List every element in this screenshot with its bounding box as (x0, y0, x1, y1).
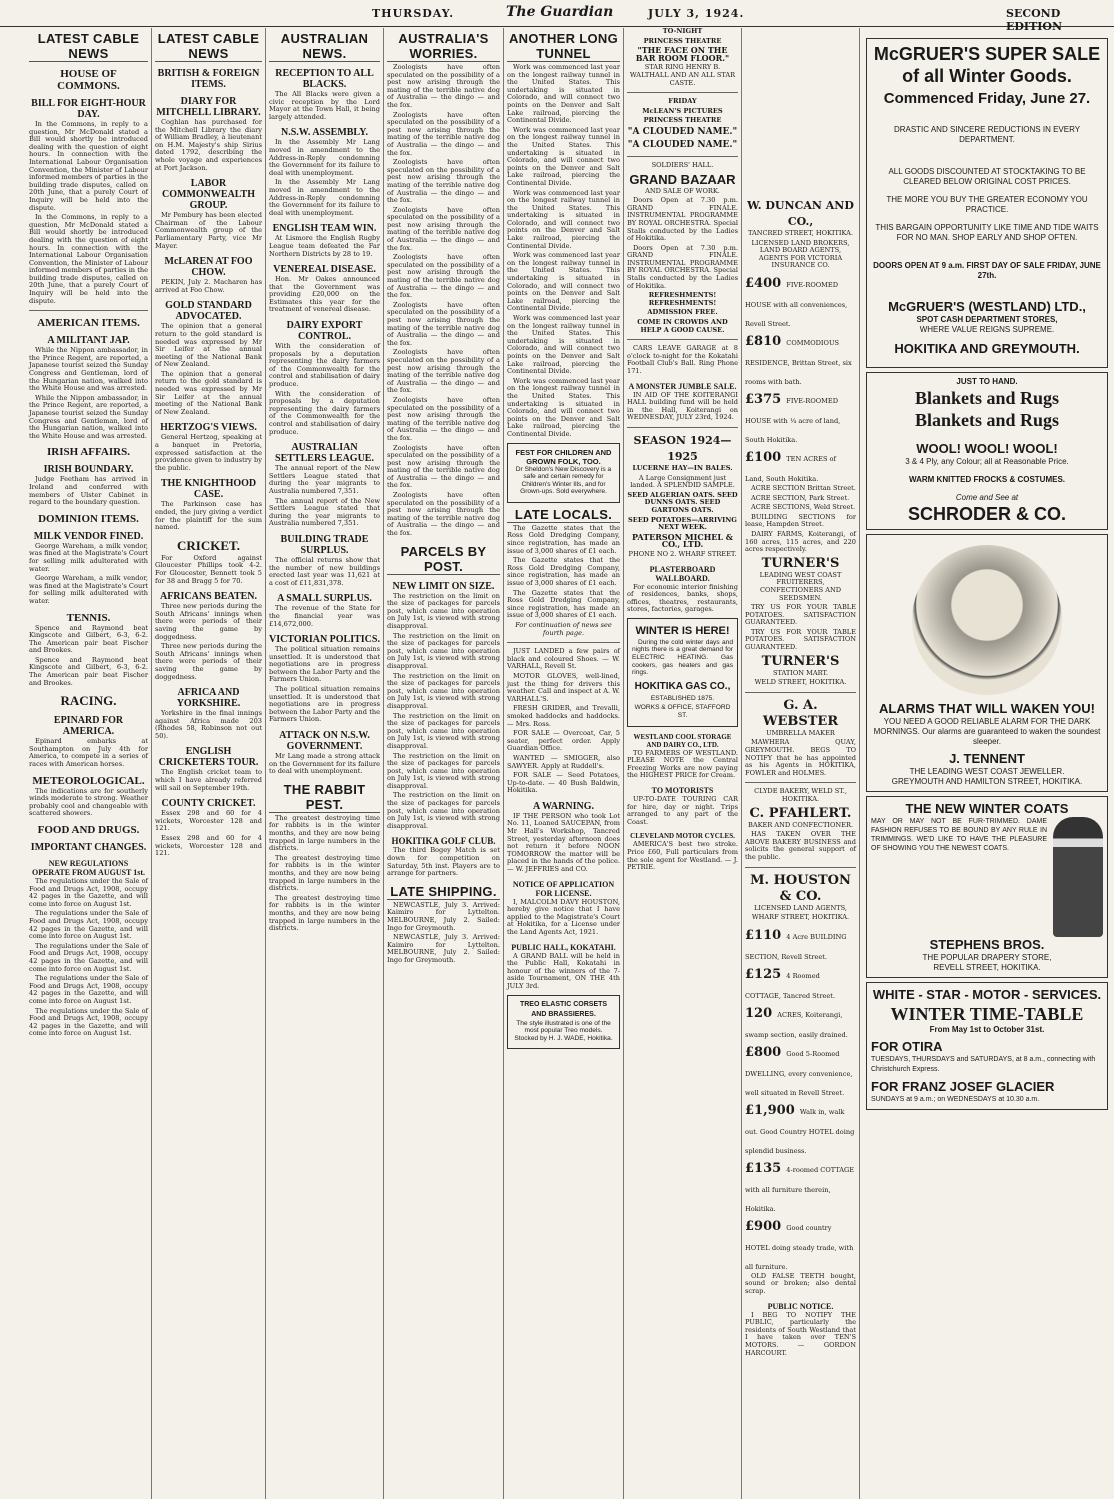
advert-sub: From May 1st to October 31st. (929, 1025, 1045, 1034)
friday: FRIDAY (668, 97, 697, 106)
article-text: HAS TAKEN OVER THE ABOVE BAKERY BUSINESS and solicits the general support of the public. (745, 830, 856, 861)
section-title: THE RABBIT PEST. (269, 782, 380, 813)
turner-sub: STATION MART. (772, 668, 829, 677)
section-title: LATE SHIPPING. (387, 884, 500, 900)
coat-figure-illustration (1053, 817, 1103, 937)
subhead: A WARNING. (533, 800, 594, 812)
column-7 (742, 28, 860, 1499)
article-text: IF THE PERSON who took Lot No. 11, Loaned SAUCEPAN, from Mr Hall's Workshop, Tancred Street, yesterday afternoon does not return it before NOON TOMORROW the matter will be placed in the hands of the police. — W. JEFFRIES and CO. (507, 811, 620, 874)
advert-timetable: WINTER TIME-TABLE (890, 1004, 1084, 1024)
column-5 (504, 28, 624, 1499)
listing: FIVE-ROOMED HOUSE with all conveniences, Revell Street. (745, 280, 848, 328)
price: £1,900 (745, 1102, 795, 1118)
column-2 (152, 28, 266, 1499)
article-text: Work was commenced last year on the longest railway tunnel in the United States. This undertaking is situated in Colorado, and will connect two points on the Denver and Salt Lake railroad, piercing the Continental Divide. (507, 63, 620, 125)
article-text: TRY US FOR YOUR TABLE POTATOES. SATISFACTION GUARANTEED. (745, 627, 856, 652)
listing: Good country HOTEL doing steady trade, with all furniture. (745, 1223, 854, 1271)
turner-addr: WELD STREET, HOKITIKA. (754, 678, 847, 687)
advert-sub: of all Winter Goods. (902, 66, 1072, 86)
article-text: TO FARMERS OF WESTLAND. PLEASE NOTE the Central Freezing Works are now paying the HIGHEST PRICE for Cream. (627, 748, 738, 780)
webster-sub: UMBRELLA MAKER (766, 728, 835, 737)
advert-sub: THE POPULAR DRAPERY STORE, (922, 953, 1052, 962)
article-text: Epinard embarks at Southampton on July 4th for America, to compete in a series of races with American horses. (29, 737, 148, 769)
subhead: BILL FOR EIGHT-HOUR DAY. (31, 98, 146, 120)
article-text: Zoologists have often speculated on the possibility of a pest now arising through the mating of the terrible native dog of Australia — the dingo — and the fox. (387, 63, 500, 109)
lucerne: LUCERNE HAY—IN BALES. (632, 463, 733, 472)
advert-towns: HOKITIKA AND GREYMOUTH. (894, 341, 1080, 356)
advert-blankets: Blankets and Rugs (914, 410, 1060, 430)
gas-established: ESTABLISHED 1875. (650, 694, 715, 702)
article-text: The restriction on the limit on the size of packages for parcels post, which came into operation on July 1st, is viewed with strong disapproval. (387, 671, 500, 710)
price: £375 (745, 391, 782, 407)
advert-schroder (866, 372, 1108, 530)
article-text: CARS LEAVE GARAGE at 8 o'clock to-night for the Kokatahi Football Club's Ball. Ring Phone 171. (627, 344, 738, 375)
continuation-note: For continuation of news see fourth page. (515, 621, 612, 637)
article-text: Zoologists have often speculated on the possibility of a pest now arising through the mating of the terrible native dog of Australia — the dingo — and the fox. (387, 300, 500, 347)
article-text: Mr Pembury has been elected Chairman of the Labour Commonwealth group of the Parliamentary Party, vice Mr Mayer. (155, 211, 262, 250)
section-title: METEOROLOGICAL. (32, 774, 145, 787)
listing: ACRE SECTIONS, Weld Street. (751, 503, 856, 512)
route-otira: FOR OTIRA (871, 1039, 943, 1054)
section-title: FOOD AND DRUGS. (37, 824, 140, 836)
advert-text: YOU NEED A GOOD RELIABLE ALARM FOR THE DARK MORNINGS. Our alarms are guaranteed to waken the soundest sleeper. (873, 717, 1101, 746)
subhead: A SMALL SURPLUS. (277, 593, 372, 605)
houston-addr: WHARF STREET, HOKITIKA. (751, 913, 850, 922)
refreshments: REFRESHMENTS! REFRESHMENTS! (648, 291, 717, 307)
subhead: PLASTERBOARD WALLBOARD. (649, 564, 716, 583)
listing: 4 Acre BUILDING SECTION, Revell Street. (745, 932, 847, 961)
subhead: AUSTRALIAN SETTLERS LEAGUE. (275, 442, 374, 465)
article-text: The greatest destroying time for rabbits is in the winter months, and they are now being trapped in large numbers in the districts. (269, 853, 380, 893)
article-text: Zoologists have often speculated on the possibility of a pest now arising through the mating of the terrible native dog of Australia — the dingo — and the fox. (387, 110, 500, 157)
advert-wool: WOOL! WOOL! WOOL! (916, 441, 1058, 456)
article-text: While the Nippon ambassador, in the Prince Regent, are reported, a Japanese tourist seized the Sunday Congress and Gentleman, lord of the Hungarian nation, walked into the White House and was arrested. (29, 393, 148, 440)
advert-sub: THE LEADING WEST COAST JEWELLER. (909, 767, 1065, 776)
subhead: GOLD STANDARD ADVOCATED. (165, 300, 252, 323)
masthead-date: JULY 3, 1924. (648, 7, 745, 20)
advert-addr: REVELL STREET, HOKITIKA. (933, 963, 1041, 972)
article-text: The greatest destroying time for rabbits is in the winter months, and they are now being trapped in large numbers in the districts. (269, 893, 380, 933)
article-text: The political situation remains unsettled. It is understood that negotiations are in progress between the Labor Party and the Farmers Union. (269, 645, 380, 684)
advert-text: During the cold winter days and nights there is a great demand for ELECTRIC HEATING. Gas cookers, gas heaters and gas rings. (632, 638, 733, 677)
article-text: While the Nippon ambassador, in the Prince Regent, are reported, a Japanese tourist seized the Sunday Congress and Gentleman, lord of the Hungarian nation, walked into the White House and was arrested. (29, 346, 148, 393)
article-text: Zoologists have often speculated on the possibility of a pest now arising through the mating of the terrible native dog of Australia — the dingo — and the fox. (387, 158, 500, 205)
section-title: CRICKET. (177, 537, 240, 553)
article-text: The restriction on the limit on the size of packages for parcels post, which came into operation on July 1st, is viewed with strong disapproval. (387, 591, 500, 630)
advert-alarms (866, 534, 1108, 792)
bakery: CLYDE BAKERY, WELD ST., HOKITIKA. (754, 787, 847, 803)
article-text: NEWCASTLE, July 3. Arrived: Kaimiro for Lyttelton. MELBOURNE, July 2. Sailed: Ingo for Greymouth. (387, 933, 500, 964)
section-title: DOMINION ITEMS. (38, 512, 139, 525)
article-text: The greatest destroying time for rabbits is in the winter months, and they are now being trapped in large numbers in the districts. (269, 813, 380, 853)
classified-ad: MOTOR GLOVES, well-lined, just the thing for drivers this weather. Call and inspect at A. W. VARHALL'S. (507, 671, 620, 703)
advert-title: TREO ELASTIC CORSETS AND BRASSIERES. (519, 1000, 608, 1018)
listing: BUILDING SECTIONS for lease, Hampden Street. (745, 512, 856, 529)
article-text: The restriction on the limit on the size of packages for parcels post, which came into operation on July 1st, is viewed with strong disapproval. (387, 711, 500, 750)
article-text: With the consideration of proposals by a deputation representing the dairy farmers of the Commonwealth for the control and stabilisation of dairy produce. (269, 342, 380, 389)
advert-blankets: Blankets and Rugs (914, 388, 1060, 408)
subhead: HOKITIKA GOLF CLUB. (391, 836, 496, 847)
article-text: Work was commenced last year on the longest railway tunnel in the United States. This undertaking is situated in Colorado, and will connect two points on the Denver and Salt Lake railroad, piercing the Continental Divide. (507, 125, 620, 187)
listing: TEN ACRES of Land, South Hokitika. (745, 454, 836, 483)
article-text: In the Assembly Mr Lang moved in amendment to the Address-in-Reply condemning the Government for its failure to deal with unemployment. (269, 178, 380, 217)
article-text: Judge Feetham has arrived in Ireland and conferred with members of Ulster Cabinet in regard to the boundary question. (29, 475, 148, 507)
subhead: RECEPTION TO ALL BLACKS. (275, 68, 374, 90)
article-text: The Gazette states that the Ross Gold Dredging Company, since registration, has made an issue of 3,000 shares of £1 each. (507, 588, 620, 620)
advert-name: STEPHENS BROS. (929, 937, 1045, 952)
advert-title: ALARMS THAT WILL WAKEN YOU! (879, 701, 1095, 716)
listing: OLD FALSE TEETH bought, sound or broken; also dental scrap. (745, 1271, 856, 1295)
article-text: LICENSED LAND BROKERS, LAND BOARD AGENTS, AGENTS FOR VICTORIA INSURANCE CO. (751, 238, 850, 270)
article-text: NEWCASTLE, July 3. Arrived: Kaimiro for Lyttelton. MELBOURNE, July 2. Sailed: Ingo for Greymouth. (387, 900, 500, 932)
article-text: The annual report of the New Settlers League stated that during the year migrants to Australia numbered 7,351. (269, 496, 380, 528)
article-text: Spence and Raymond beat Kingscote and Gilbert, 6-3, 6-2. The American pair beat Fischer and Brookes. (29, 623, 148, 655)
listing: DAIRY FARMS, Koiterangi, of 160 acres, 115 acres, and 220 acres respectively. (745, 529, 856, 554)
advert-title: WINTER IS HERE! (635, 624, 730, 637)
subhead: PUBLIC HALL, KOKATAHI. (511, 942, 616, 952)
advert-title: THE NEW WINTER COATS (905, 801, 1069, 816)
article-text: The restriction on the limit on the size of packages for parcels post, which came into operation on July 1st, is viewed with strong disapproval. (387, 791, 500, 830)
come-in-crowds: COME IN CROWDS AND HELP A GOOD CAUSE. (637, 318, 728, 334)
article-text: The regulations under the Sale of Food and Drugs Act, 1908, occupy 42 pages in the Gazette, and will come into force on August 1st. (29, 909, 148, 941)
headline: LATEST CABLE NEWS (155, 31, 262, 62)
section-title: BRITISH & FOREIGN ITEMS. (157, 68, 260, 90)
article-text: Doors Open at 7.30 p.m. GRAND FINALE. INSTRUMENTAL PROGRAMME BY ROYAL ORCHESTRA. Special Stalls conducted by the Ladies of Hokitika. (627, 196, 738, 243)
advert-winter (627, 618, 738, 727)
article-text: The Parkinson case has ended, the jury giving a verdict for the plaintiff for the sum named. (155, 500, 262, 532)
article-text: The All Blacks were given a civic reception by the Lord Mayor at the Town Hall, it being largely attended. (269, 90, 380, 121)
article-text: The regulations under the Sale of Food and Drugs Act, 1908, occupy 42 pages in the Gazette, and will come into force on August 1st. (29, 974, 148, 1005)
advert-sub: SPOT CASH DEPARTMENT STORES, (916, 315, 1058, 324)
route-text: TUESDAYS, THURSDAYS and SATURDAYS, at 8 a.m., connecting with Christchurch Express. (871, 1056, 1096, 1073)
classified-ad: FRESH GRIDER, and Trevalli, smoked haddocks and haddocks. — Mrs. Ross. (507, 704, 620, 728)
article-text: Work was commenced last year on the longest railway tunnel in the United States. This undertaking is situated in Colorado, and will connect two points on the Denver and Salt Lake railroad, piercing the Continental Divide. (507, 251, 620, 313)
article-text: The restriction on the limit on the size of packages for parcels post, which came into operation on July 1st, is viewed with strong disapproval. (387, 751, 500, 790)
article-text: IN AID OF THE KOITERANGI HALL building fund will be held in the Hall, Koiterangi on WEDNESDAY, JULY 23rd, 1924. (627, 390, 738, 422)
article-text: George Wareham, a milk vendor, was fined at the Magistrate's Court for selling milk adulterated with water. (29, 541, 148, 573)
article-text: The regulations under the Sale of Food and Drugs Act, 1908, occupy 42 pages in the Gazette, and will come into force on August 1st. (29, 941, 148, 973)
subhead: AFRICA AND YORKSHIRE. (176, 687, 241, 710)
article-text: For economic interior finishing of residences, banks, shops, offices, theatres, restaurants, stores, factories, garages. (627, 582, 738, 614)
article-text: TRY US FOR YOUR TABLE POTATOES. SATISFACTION GUARANTEED. (745, 603, 856, 627)
subhead: AFRICANS BEATEN. (159, 591, 258, 603)
subhead: NEW REGULATIONS OPERATE FROM AUGUST 1st. (31, 859, 146, 877)
gas-addr: WORKS & OFFICE, STAFFORD ST. (634, 704, 731, 720)
subhead: DIARY FOR MITCHELL LIBRARY. (156, 96, 261, 118)
article-text: The Gazette states that the Ross Gold Dredging Company, since registration, has made an issue of 3,000 shares of £1 each. (507, 523, 620, 555)
masthead-day: THURSDAY. (372, 7, 455, 20)
article-text: The regulations under the Sale of Food and Drugs Act, 1908, occupy 42 pages in the Gazette, and will come into force on August 1st. (29, 1006, 148, 1038)
houston-title: M. HOUSTON & CO. (750, 872, 851, 904)
gas-company: HOKITIKA GAS CO., (634, 680, 731, 692)
section-title: PARCELS BY POST. (387, 544, 500, 575)
subhead: BUILDING TRADE SURPLUS. (280, 533, 369, 556)
article-text: A Large Consignment just landed. A SPLENDID SAMPLE. (630, 473, 735, 490)
section-title: HOUSE OF COMMONS. (57, 68, 120, 92)
advert-title: McGRUER'S (WESTLAND) LTD., (888, 299, 1086, 314)
subhead: EPINARD FOR AMERICA. (53, 715, 124, 738)
subhead: TO MOTORISTS (651, 786, 714, 795)
subhead: VICTORIAN POLITICS. (269, 634, 380, 646)
subhead: A MILITANT JAP. (47, 335, 130, 347)
subhead: WESTLAND COOL STORAGE AND DAIRY CO., LTD. (633, 732, 732, 749)
listing: FIVE-ROOMED HOUSE with ¼ acre of land, South Hokitika. (745, 396, 841, 444)
article-text: The opinion that a general return to the gold standard is needed was expressed by Mr Sir Leifer at the annual meeting of the National Bank of New Zealand. (155, 322, 262, 369)
headline: AUSTRALIAN NEWS. (269, 31, 380, 62)
article-text: The revenue of the State for the financial year was £14,672,000. (269, 604, 380, 628)
article-text: The political situation remains unsettled. It is understood that negotiations are in progress between the Labor Party and the Farmers Union. (269, 685, 380, 724)
masthead-paper: The Guardian (506, 4, 614, 20)
article-text: Three new periods during the South Africans' innings when there were periods of their saving the game by doggedness. (155, 602, 262, 641)
article-text: The official returns show that the number of new buildings erected last year was 11,621 at a cost of £11,831,378. (269, 555, 380, 587)
bazaar-sub: AND SALE OF WORK. (645, 186, 720, 195)
subhead: VENEREAL DISEASE. (273, 264, 376, 276)
listing: COMMODIOUS RESIDENCE, Brittan Street, six rooms with bath. (745, 338, 852, 386)
subhead: ENGLISH CRICKETERS TOUR. (158, 746, 259, 769)
article-text: At Lismore the English Rugby League team defeated the Far Northern Districts by 28 to 19. (269, 234, 380, 258)
turner-title: TURNER'S (761, 555, 840, 571)
price: £900 (745, 1218, 782, 1234)
article-text: UP-TO-DATE TOURING CAR for hire, day or night. Trips arranged to any part of the Coast. (627, 795, 738, 826)
paterson: PATERSON MICHEL & CO., LTD. (632, 531, 733, 550)
advert-title: FEST FOR CHILDREN AND GROWN FOLK, TOO. (515, 447, 612, 466)
price: 120 (745, 1005, 773, 1021)
duncan-addr: TANCRED STREET, HOKITIKA. (747, 229, 854, 237)
advert-name: SCHRODER & CO. (907, 504, 1066, 524)
subhead: ATTACK ON N.S.W. GOVERNMENT. (279, 730, 370, 753)
advert-cough-cure (507, 443, 620, 503)
article-text: In the Commons, in reply to a question, Mr McDonald stated a Bill would shortly be introduced dealing with the question of eight hours. In connection with the International Labour Organisation Convention, the Minister of Labour informed members of parties in the building trade disputes, called on 20th June, that a purely Court of Inquiry will be held into the dispute. (29, 213, 148, 305)
article-text: With the consideration of proposals by a deputation representing the dairy farmers of the Commonwealth for the control and stabilisation of dairy produce. (269, 389, 380, 436)
column-6 (624, 28, 742, 1499)
article-text: George Wareham, a milk vendor, was fined at the Magistrate's Court for selling milk adulterated with water. (29, 574, 148, 605)
article-text: MAWHERA QUAY, GREYMOUTH. BEGS TO NOTIFY that he has appointed as his Agents in HOKITIKA, FOWLER and HOLMES. (745, 738, 856, 777)
article-text: Three new periods during the South Africans' innings when there were periods of their saving the game by doggedness. (155, 642, 262, 681)
advert-text: THE MORE YOU BUY THE GREATER ECONOMY YOU PRACTICE. (886, 195, 1088, 214)
column-1 (26, 28, 152, 1499)
article-text: The Gazette states that the Ross Gold Dredging Company, since registration, has made an issue of 3,000 shares of £1 each. (507, 556, 620, 588)
mcleans-pictures: McLEAN'S PICTURES (642, 106, 723, 115)
advert-text: Dr Sheldon's New Discovery is a safe and certain remedy for Children's Winter Ills, and for Grown-ups. Sold everywhere. (515, 465, 612, 496)
princess-theatre: PRINCESS THEATRE (643, 116, 722, 125)
subhead: IRISH BOUNDARY. (43, 464, 134, 476)
admission: ADMISSION FREE. (647, 308, 718, 317)
article-text: The third Bogey Match is set down for competition on Saturday, 5th inst. Players are to arrange for partners. (387, 846, 500, 878)
section-title: AMERICAN ITEMS. (37, 317, 140, 330)
article-text: Essex 298 and 60 for 4 wickets, Worcester 128 and 121. (155, 834, 262, 858)
advert-date: Commenced Friday, June 27. (883, 90, 1091, 107)
subhead: NEW LIMIT ON SIZE. (392, 580, 495, 592)
price: £135 (745, 1160, 782, 1176)
article-text: A GRAND BALL will be held in the Public Hall, Kokatahi in honour of the winners of the 7-aside Tournament, ON THE 4th JULY 3rd. (507, 951, 620, 990)
classified-ad: FOR SALE — Seed Potatoes, Up-to-date. — 40 Bush Baldwin, Hokitika. (507, 771, 620, 795)
price: £810 (745, 333, 782, 349)
column-3 (266, 28, 384, 1499)
article-text: PEKIN, July 2. Macharen has arrived at Foo Chow. (155, 278, 262, 294)
column-8 (860, 28, 1114, 1499)
article-text: The opinion that a general return to the gold standard is needed was expressed by Mr Sir Leifer at the annual meeting of the National Bank of New Zealand. (155, 369, 262, 416)
subhead: IMPORTANT CHANGES. (30, 842, 147, 853)
advert-text: The style illustrated is one of the most popular Treo models. Stocked by H. J. WADE, Hokitika. (514, 1019, 613, 1042)
venue: SOLDIERS' HALL. (651, 160, 714, 169)
advert-text: DRASTIC AND SINCERE REDUCTIONS IN EVERY DEPARTMENT. (893, 125, 1081, 144)
advert-corsets (507, 995, 620, 1050)
turner-title: TURNER'S (761, 653, 840, 669)
advert-text: DOORS OPEN AT 9 a.m. FIRST DAY OF SALE FRIDAY, JUNE 27th. (873, 261, 1101, 280)
advert-mcgruer (866, 38, 1108, 368)
advert-title: JUST TO HAND. (956, 377, 1018, 386)
route-text: SUNDAYS at 9 a.m.; on WEDNESDAYS at 10.30 a.m. (871, 1096, 1040, 1103)
webster-title: G. A. WEBSTER (762, 697, 839, 729)
feature-title: "THE FACE ON THE BAR ROOM FLOOR." (635, 45, 730, 63)
section-title: IRISH AFFAIRS. (47, 446, 130, 459)
article-text: Coghlan has purchased for the Mitchell Library the diary of William Bradley, a lieutenant on H.M. Majesty's ship Sirius dated 1792, describing the whole voyage and experiences at Port Jackson. (155, 118, 262, 172)
listing: 4 Roomed COTTAGE, Tancred Street. (745, 971, 836, 1000)
article-text: In the Commons, in reply to a question, Mr McDonald stated a Bill would shortly be introduced dealing with the question of eight hours. In connection with the International Labour Organisation Convention, the Minister of Labour informed members of parties in the building trade disputes, called on 20th June, that a purely Court of Inquiry will be held into the dispute. (29, 120, 148, 212)
article-text: I, MALCOLM DAVY HOUSTON, hereby give notice that I have applied to the Magistrate's Court at Hokitika, for a License under the Land Agents Act, 1921. (507, 897, 620, 936)
article-text: AMERICA'S best two stroke. Price £60, Full particulars from the sole agent for Westland. — J. PETRIE. (627, 840, 738, 872)
advert-text: ALL GOODS DISCOUNTED AT STOCKTAKING TO BE CLEARED BELOW ORIGINAL COST PRICES. (888, 167, 1086, 186)
article-text: Zoologists have often speculated on the possibility of a pest now arising through the mating of the terrible native dog of Australia — the dingo — and the fox. (387, 205, 500, 252)
subhead: MILK VENDOR FINED. (33, 530, 144, 542)
article-text: Zoologists have often speculated on the possibility of a pest now arising through the mating of the terrible native dog of Australia — the dingo — and the fox. (387, 443, 500, 490)
section-title: LATE LOCALS. (507, 507, 620, 523)
article-text: Yorkshire in the final innings against Africa made 203 (Rhodes 58, Robinson not out 50). (155, 709, 262, 740)
article-text: Zoologists have often speculated on the possibility of a pest now arising through the mating of the terrible native dog of Australia — the dingo — and the fox. (387, 348, 500, 395)
houston-sub: LICENSED LAND AGENTS, (753, 903, 847, 912)
advert-text: THIS BARGAIN OPPORTUNITY LIKE TIME AND TIDE WAITS FOR NO MAN. SHOP EARLY AND SHOP OFTEN. (875, 223, 1099, 242)
advert-text: WHERE VALUE REIGNS SUPREME. (919, 325, 1055, 334)
listing: Walk in, walk out. Good Country HOTEL doing splendid business. (745, 1107, 855, 1155)
subhead: COUNTY CRICKET. (161, 798, 256, 810)
subhead: N.S.W. ASSEMBLY. (281, 127, 368, 139)
feature-title: "A CLOUDED NAME." (627, 139, 738, 150)
article-text: Mr Lang made a strong attack on the Government for its failure to deal with unemployment. (269, 752, 380, 776)
article-text: For Oxford against Gloucester Phillips took 4-2. For Gloucester, Bennett took 5 for 38 and Bragg 5 for 70. (155, 553, 262, 585)
article-text: The regulations under the Sale of Food and Drugs Act, 1908, occupy 42 pages in the Gazette, and will come into force on August 1st. (29, 877, 148, 908)
paterson-addr: PHONE NO 2. WHARF STREET. (628, 549, 737, 558)
advert-title: McGRUER'S SUPER SALE (873, 44, 1101, 64)
pfahlert-sub: BAKER AND CONFECTIONER. (747, 820, 854, 829)
masthead-edition: SECOND EDITION (1006, 7, 1063, 33)
route-franz: FOR FRANZ JOSEF GLACIER (871, 1079, 1055, 1094)
price: £125 (745, 966, 782, 982)
subhead: CLEVELAND MOTOR CYCLES. (630, 832, 735, 841)
article-text: The indications are for southerly winds moderate to strong. Weather probably cool and changeable with scattered showers. (29, 786, 148, 818)
column-4 (384, 28, 504, 1499)
listing: ACRE SECTION, Park Street. (751, 493, 850, 502)
listing: Good 5-Roomed DWELLING, every convenience, well situated in Revell Street. (745, 1049, 853, 1097)
advert-title: WHITE - STAR - MOTOR - SERVICES. (872, 987, 1102, 1002)
seed-oats: SEED ALGERIAN OATS. SEED DUNNS OATS. SEED GARTONS OATS. (627, 490, 738, 514)
article-text: Spence and Raymond beat Kingscote and Gilbert, 6-3, 6-2. The American pair beat Fischer and Brookes. (29, 655, 148, 687)
price: £400 (745, 275, 782, 291)
theatre-name: PRINCESS THEATRE (643, 36, 722, 45)
seed-potatoes: SEED POTATOES—ARRIVING NEXT WEEK. (628, 515, 737, 532)
article-text: Doors Open at 7.30 p.m. GRAND FINALE. INSTRUMENTAL PROGRAMME BY ROYAL ORCHESTRA. Special Stalls conducted by the Ladies of Hokitika. (627, 243, 738, 290)
pfahlert-title: C. PFAHLERT. (749, 805, 852, 821)
price: £800 (745, 1044, 782, 1060)
subhead: McLAREN AT FOO CHOW. (164, 256, 253, 279)
subhead: NOTICE OF APPLICATION FOR LICENSE. (512, 879, 615, 898)
feature-title: "A CLOUDED NAME." (627, 126, 738, 137)
subhead: A MONSTER JUMBLE SALE. (628, 381, 737, 391)
feature-star: STAR RING HENRY B. WALTHALL AND AN ALL STAR CASTE. (629, 63, 736, 87)
price: £110 (745, 927, 782, 943)
advert-text: WARM KNITTED FROCKS & COSTUMES. (909, 475, 1065, 484)
subhead: LABOR COMMONWEALTH GROUP. (162, 178, 255, 212)
bazaar-title: GRAND BAZAAR (629, 171, 736, 187)
subhead: ENGLISH TEAM WIN. (272, 223, 377, 235)
headline: AUSTRALIA'S WORRIES. (387, 31, 500, 62)
article-text: Work was commenced last year on the longest railway tunnel in the United States. This undertaking is situated in Colorado, and will connect two points on the Denver and Salt Lake railroad, piercing the Continental Divide. (507, 376, 620, 438)
article-text: The English cricket team to which I have already referred will sail on September 19th. (155, 768, 262, 792)
advert-motors (866, 982, 1108, 1110)
article-text: Hon. Mr Oakes announced that the Government was providing £20,000 on the Estimates this year for the treatment of venereal disease. (269, 275, 380, 314)
subhead: PUBLIC NOTICE. (767, 1301, 834, 1311)
classified-ad: JUST LANDED a few pairs of black and coloured Shoes. — W. VARHALL, Revell St. (507, 647, 620, 671)
article-text: Essex 298 and 60 for 4 wickets, Worcester 128 and 121. (155, 809, 262, 833)
section-title: RACING. (60, 693, 117, 709)
advert-coats (866, 796, 1108, 978)
listing: ACRES, Koiterangi, swamp section, easily drained. (745, 1010, 848, 1039)
headline: LATEST CABLE NEWS (29, 31, 148, 62)
advert-text: 3 & 4 Ply, any Colour; all at Reasonable Price. (905, 457, 1069, 466)
article-text: Zoologists have often speculated on the possibility of a pest now arising through the mating of the terrible native dog of Australia — the dingo — and the fox. (387, 491, 500, 538)
classified-ad: WANTED — SMIGGER, also SAWYER. Apply at Ruddell's. (507, 753, 620, 770)
article-text: Zoologists have often speculated on the possibility of a pest now arising through the mating of the terrible native dog of Australia — the dingo — and the fox. (387, 395, 500, 442)
subhead: HERTZOG'S VIEWS. (160, 422, 257, 434)
listing: 4-roomed COTTAGE with all furniture therein, Hokitika. (745, 1165, 855, 1213)
article-text: I BEG TO NOTIFY THE PUBLIC, particularly the residents of South Westland that I have taken over TEN'S MOTORS. — GORDON HARCOURT. (745, 1310, 856, 1357)
article-text: The restriction on the limit on the size of packages for parcels post, which came into operation on July 1st, is viewed with strong disapproval. (387, 631, 500, 670)
price: £100 (745, 449, 782, 465)
advert-text: Come and See at (955, 493, 1019, 502)
alarm-clock-illustration (912, 545, 1062, 695)
article-text: Zoologists have often speculated on the possibility of a pest now arising through the mating of the terrible native dog of Australia — the dingo — and the fox. (387, 253, 500, 300)
section-title: TENNIS. (66, 611, 111, 624)
article-text: General Hertzog, speaking at a banquet in Pretoria, expressed satisfaction at the providence given to industry by the public. (155, 433, 262, 472)
article-text: Work was commenced last year on the longest railway tunnel in the United States. This undertaking is situated in Colorado, and will connect two points on the Denver and Salt Lake railroad, piercing the Continental Divide. (507, 314, 620, 376)
turner-sub: LEADING WEST COAST FRUITERERS, CONFECTIONERS AND SEEDSMEN. (759, 570, 842, 602)
article-text: In the Assembly Mr Lang moved in amendment to the Address-in-Reply condemning the Government for its failure to deal with unemployment. (269, 138, 380, 177)
article-text: The annual report of the New Settlers League stated that during the year migrants to Australia numbered 7,351. (269, 464, 380, 495)
headline: ANOTHER LONG TUNNEL (508, 31, 619, 61)
article-text: Work was commenced last year on the longest railway tunnel in the United States. This undertaking is situated in Colorado, and will connect two points on the Denver and Salt Lake railroad, piercing the Continental Divide. (507, 188, 620, 250)
subhead: THE KNIGHTHOOD CASE. (160, 478, 257, 501)
duncan-title: W. DUNCAN AND CO., (747, 199, 854, 228)
classified-ad: FOR SALE — Overcoat, Car, 5 seater, perfect order. Apply Guardian Office. (507, 729, 620, 753)
advert-text: MAY OR MAY NOT BE FUR-TRIMMED. DAME FASHION REFUSES TO BE BOUND BY ANY RULE IN TRIMMINGS. WE'D LIKE TO HAVE THE PLEASURE OF SHOWING YOU THE NEWEST COATS. (871, 818, 1047, 852)
advert-name: J. TENNENT (949, 751, 1025, 766)
advert-addr: GREYMOUTH AND HAMILTON STREET, HOKITIKA. (891, 777, 1083, 786)
listing: ACRE SECTION Brittan Street. (751, 483, 856, 492)
subhead: DAIRY EXPORT CONTROL. (286, 320, 363, 343)
season-title: SEASON 1924—1925 (633, 433, 732, 463)
theatre-tonight: TO-NIGHT (662, 28, 703, 35)
